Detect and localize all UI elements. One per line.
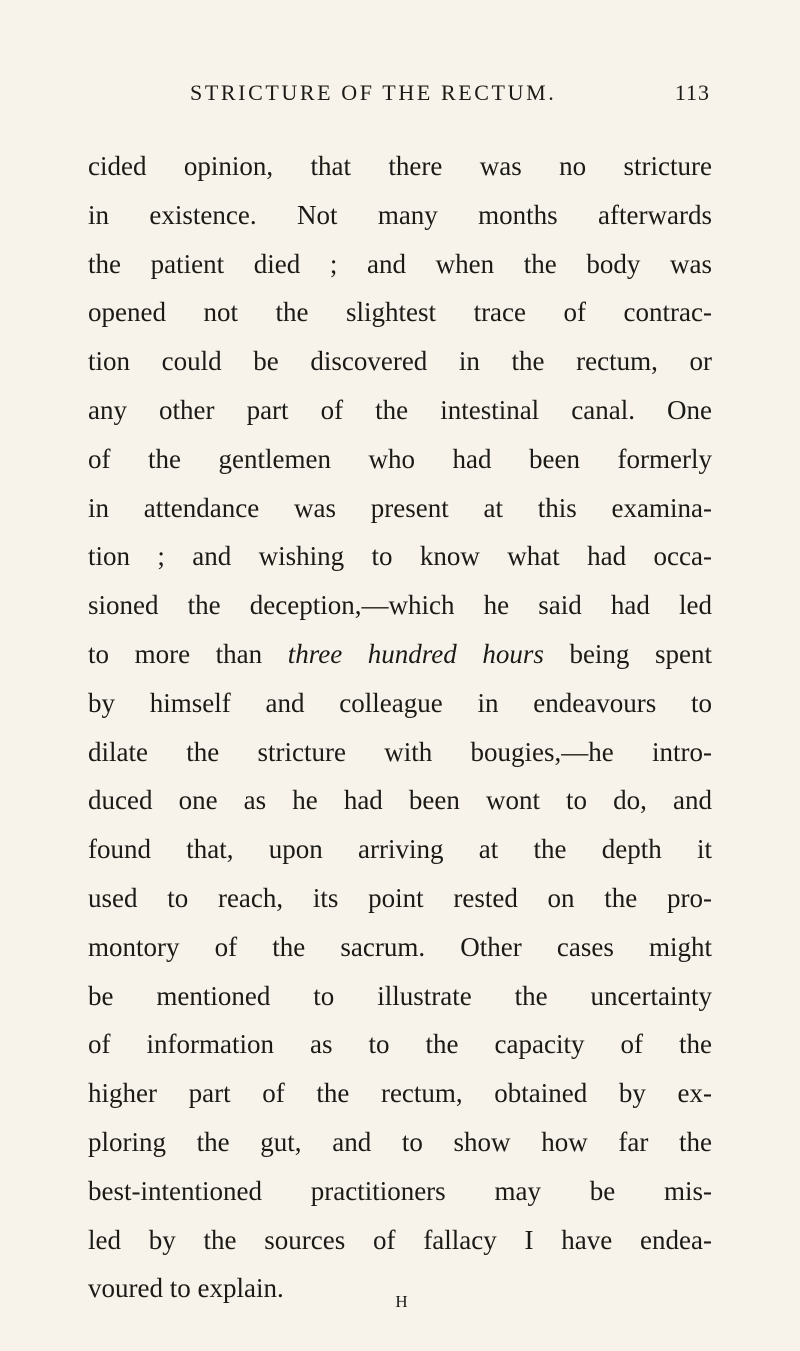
line-tail-text: being spent [543, 638, 712, 669]
text-line: of information as to the capacity of the [88, 1029, 712, 1060]
text-line: duced one as he had been wont to do, and [88, 785, 712, 816]
text-line: in existence. Not many months afterwards [88, 199, 712, 230]
page-number: 113 [674, 80, 710, 105]
text-line: led by the sources of fallacy I have endea- [88, 1224, 712, 1255]
text-line: montory of the sacrum. Other cases might [88, 931, 712, 962]
text-line: higher part of the rectum, obtained by ex- [88, 1078, 712, 1109]
line-lead-text: to more than [88, 638, 288, 669]
text-line: found that, upon arriving at the depth it [88, 834, 712, 865]
text-line: best-intentioned practitioners may be mis- [88, 1175, 712, 1206]
text-line: in attendance was present at this examina- [88, 492, 712, 523]
italic-phrase: three hundred hours [287, 638, 544, 669]
text-line: be mentioned to illustrate the uncertainty [88, 980, 712, 1011]
text-line: voured to explain. [88, 1273, 284, 1304]
text-line: tion could be discovered in the rectum, or [88, 346, 712, 377]
text-line: dilate the stricture with bougies,—he intro- [88, 736, 712, 767]
signature-mark: H [395, 1292, 409, 1311]
text-line-with-italic [88, 630, 712, 679]
text-line: by himself and colleague in endeavours to [88, 687, 712, 718]
body-text [88, 142, 712, 1313]
text-line: cided opinion, that there was no stricture [88, 151, 712, 181]
text-line: the patient died ; and when the body was [88, 248, 712, 279]
text-line: of the gentlemen who had been formerly [88, 443, 712, 474]
text-line: sioned the deception,—which he said had led [88, 590, 712, 621]
text-line: ploring the gut, and to show how far the [88, 1126, 712, 1157]
running-title: STRICTURE OF THE RECTUM. [190, 80, 557, 105]
text-line: tion ; and wishing to know what had occa- [88, 541, 712, 572]
text-line: any other part of the intestinal canal. One [88, 394, 712, 425]
running-head [190, 78, 710, 108]
text-line: opened not the slightest trace of contrac- [88, 297, 712, 328]
text-line: used to reach, its point rested on the pro- [88, 882, 712, 913]
